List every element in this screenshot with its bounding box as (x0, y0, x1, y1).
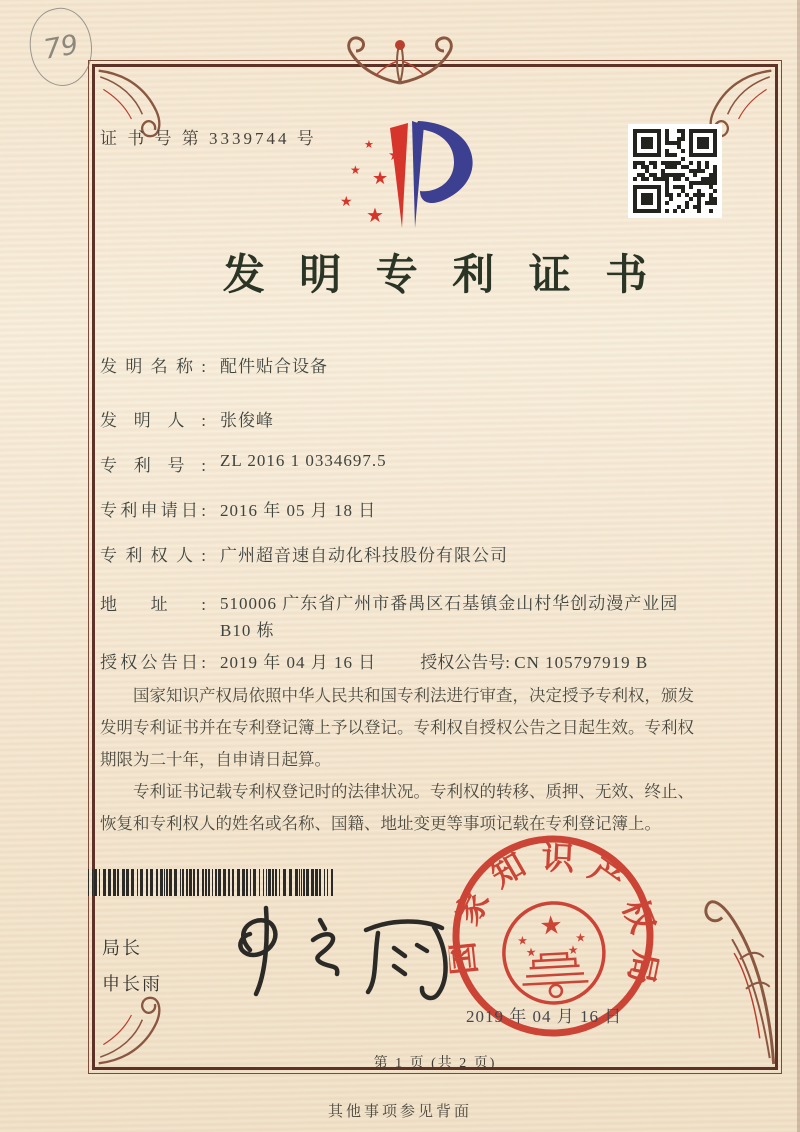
signer-title: 局长 (102, 938, 142, 958)
field-label: 发明名称: (100, 357, 206, 376)
page-title: 发 明 专 利 证 书 (222, 253, 660, 299)
field-label: 专利申请日: (100, 501, 206, 520)
svg-text:★: ★ (366, 205, 384, 227)
field-address (100, 590, 688, 644)
seal-date: 2019 年 04 月 16 日 (466, 1007, 623, 1026)
seal-text: 国家知识产权局 (444, 840, 663, 987)
certificate-number: 证 书 号 第 3339744 号 (100, 129, 317, 148)
svg-text:★: ★ (516, 933, 529, 948)
svg-text:★: ★ (372, 168, 389, 188)
field-label: 授权公告日: (100, 653, 206, 672)
svg-text:★: ★ (574, 930, 587, 945)
legal-text (100, 680, 702, 840)
field-filing-date (100, 496, 376, 521)
field-patent-number (100, 451, 387, 476)
svg-text:★: ★ (364, 139, 374, 151)
field-value: 张俊峰 (220, 411, 274, 430)
back-note: 其他事项参见背面 (327, 1104, 472, 1120)
field-grant-number (420, 653, 648, 672)
field-invention-name (100, 352, 328, 377)
signature-handwriting-icon (208, 898, 460, 1010)
page-info: 第 1 页 (共 2 页) (373, 1056, 497, 1071)
field-grant-row (100, 648, 648, 673)
field-value: 配件贴合设备 (220, 357, 328, 376)
legal-paragraph-1: 国家知识产权局依照中华人民共和国专利法进行审查，决定授予专利权，颁发发明专利证书并在专利登记簿上予以登记。专利权自授权公告之日起生效。专利权期限为二十年，自申请日起算。 (100, 686, 694, 769)
field-label: 发明人: (100, 411, 206, 430)
field-label: 授权公告号: (420, 653, 510, 672)
qr-code (628, 124, 722, 218)
field-value: 2016 年 05 月 18 日 (220, 501, 377, 520)
svg-text:★: ★ (525, 944, 537, 960)
field-label: 地址: (100, 595, 206, 614)
field-value: 510006 广东省广州市番禺区石基镇金山村华创动漫产业园 B10 栋 (220, 594, 679, 640)
corner-ornament-bottom-right-icon (700, 870, 780, 1068)
field-value: CN 105797919 B (514, 653, 649, 672)
top-center-ornament-icon (340, 28, 460, 90)
svg-text:★: ★ (538, 910, 564, 941)
field-value: ZL 2016 1 0334697.5 (220, 451, 387, 470)
field-inventor (100, 406, 274, 431)
field-label: 专利权人: (100, 546, 206, 565)
cnipa-logo-icon (330, 112, 490, 238)
svg-text:★: ★ (567, 942, 579, 958)
field-value: 广州超音速自动化科技股份有限公司 (220, 546, 508, 565)
legal-paragraph-2: 专利证书记载专利权登记时的法律状况。专利权的转移、质押、无效、终止、恢复和专利权人的姓名或名称、国籍、地址变更等事项记载在专利登记簿上。 (100, 782, 694, 833)
svg-text:★: ★ (340, 195, 353, 210)
field-label: 专利号: (100, 456, 206, 475)
barcode (88, 869, 336, 896)
handwritten-mark-text: 79 (41, 28, 81, 66)
svg-text:★: ★ (350, 163, 361, 177)
svg-text:★: ★ (388, 148, 402, 164)
field-patentee (100, 541, 508, 566)
field-value: 2019 年 04 月 16 日 (220, 653, 377, 672)
signer-name: 申长雨 (102, 974, 162, 994)
